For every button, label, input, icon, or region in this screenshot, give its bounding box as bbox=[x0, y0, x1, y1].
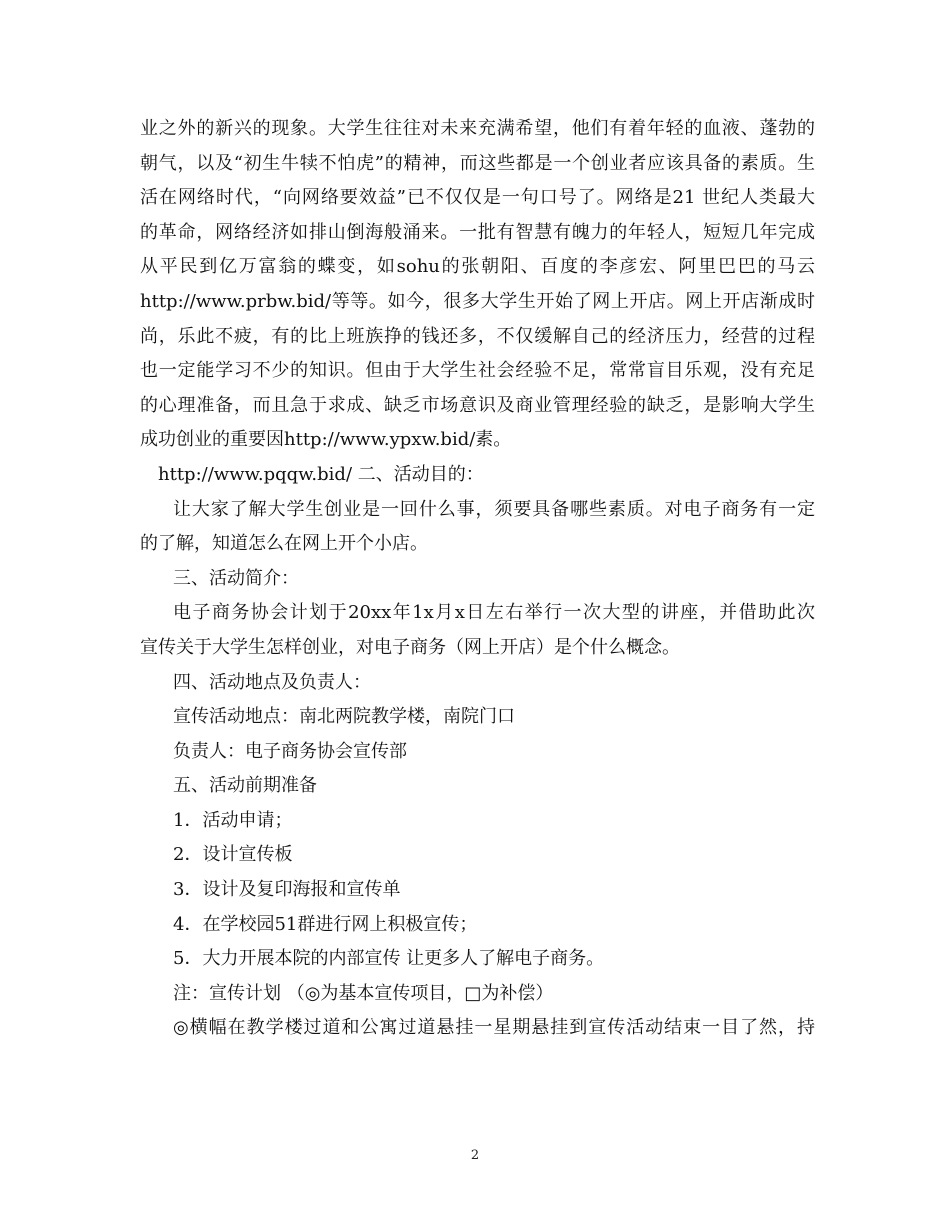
prep-item: 5．大力开展本院的内部宣传 让更多人了解电子商务。 bbox=[173, 948, 605, 970]
prep-item: 3．设计及复印海报和宣传单 bbox=[173, 879, 401, 901]
prep-item: 2．设计宣传板 bbox=[173, 844, 293, 866]
paragraph-line: http://www.prbw.bid/等等。如今，很多大学生开始了网上开店。网上开店渐成时 bbox=[140, 290, 815, 312]
paragraph-line: 的革命，网络经济如排山倒海般涌来。一批有智慧有魄力的年轻人，短短几年完成 bbox=[140, 221, 815, 243]
paragraph-line: 成功创业的重要因http://www.ypxw.bid/素。 bbox=[140, 429, 512, 451]
purpose-line: 的了解，知道怎么在网上开个小店。 bbox=[140, 533, 428, 555]
intro-line: 宣传关于大学生怎样创业，对电子商务（网上开店）是个什么概念。 bbox=[140, 636, 680, 658]
body-text bbox=[140, 112, 815, 1046]
paragraph-line: 尚，乐此不疲，有的比上班族挣的钱还多，不仅缓解自己的经济压力，经营的过程 bbox=[140, 325, 815, 347]
paragraph-line: 朝气，以及“初生牛犊不怕虎”的精神，而这些都是一个创业者应该具备的素质。生 bbox=[140, 152, 815, 174]
paragraph-line: 业之外的新兴的现象。大学生往往对未来充满希望，他们有着年轻的血液、蓬勃的 bbox=[140, 118, 815, 139]
paragraph-line: 的心理准备，而且急于求成、缺乏市场意识及商业管理经验的缺乏，是影响大学生 bbox=[140, 394, 815, 416]
section-heading-purpose: http://www.pqqw.bid/ 二、活动目的： bbox=[158, 463, 484, 485]
paragraph-line: 活在网络时代，“向网络要效益”已不仅仅是一句口号了。网络是21 世纪人类最大 bbox=[140, 187, 815, 209]
prep-item: 4．在学校园51群进行网上积极宣传； bbox=[173, 913, 478, 935]
section-heading-location: 四、活动地点及负责人： bbox=[173, 671, 371, 693]
purpose-line: 让大家了解大学生创业是一回什么事，须要具备哪些素质。对电子商务有一定 bbox=[173, 498, 815, 520]
prep-item: 1．活动申请； bbox=[173, 809, 293, 831]
section-heading-intro: 三、活动简介： bbox=[173, 567, 299, 589]
paragraph-line: 也一定能学习不少的知识。但由于大学生社会经验不足，常常盲目乐观，没有充足 bbox=[140, 360, 815, 382]
intro-line: 电子商务协会计划于20xx年1x月x日左右举行一次大型的讲座，并借助此次 bbox=[173, 602, 815, 624]
page-number: 2 bbox=[470, 1148, 480, 1163]
note-text: 注：宣传计划 （◎为基本宣传项目，□为补偿） bbox=[173, 982, 554, 1004]
location-text: 宣传活动地点：南北两院教学楼，南院门口 bbox=[173, 706, 515, 728]
paragraph-line: 从平民到亿万富翁的蝶变，如sohu的张朝阳、百度的李彦宏、阿里巴巴的马云 bbox=[140, 256, 815, 278]
banner-line: ◎横幅在教学楼过道和公寓过道悬挂一星期悬挂到宣传活动结束一目了然，持 bbox=[173, 1017, 815, 1039]
responsible-text: 负责人：电子商务协会宣传部 bbox=[173, 740, 407, 762]
section-heading-preparation: 五、活动前期准备 bbox=[173, 775, 317, 797]
